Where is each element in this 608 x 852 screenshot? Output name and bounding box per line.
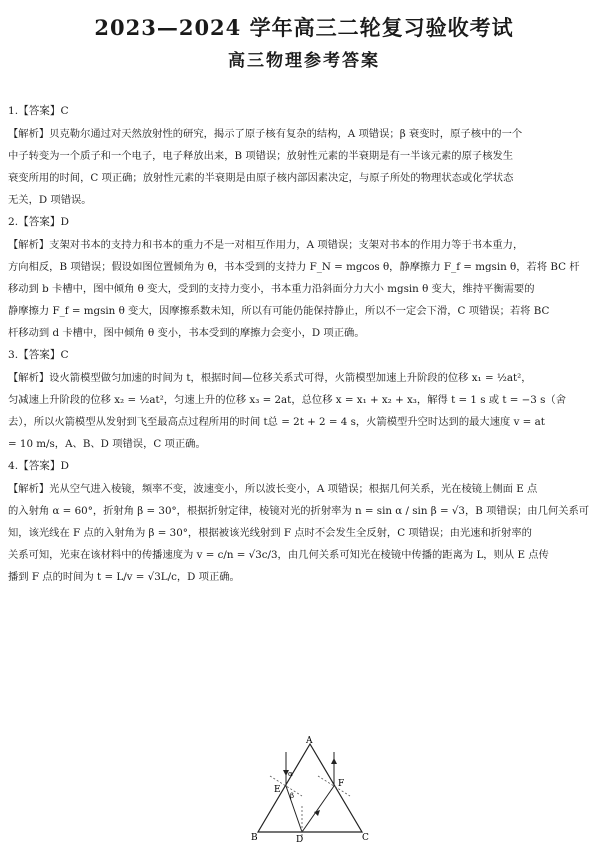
- label-B: B: [251, 833, 258, 843]
- explanation-line: 中子转变为一个质子和一个电子，电子释放出来，B 项错误；放射性元素的半衰期是有一半该元素的原子核发生: [8, 150, 514, 162]
- question-2: [8, 211, 600, 344]
- page-title: 2023—2024 学年高三二轮复习验收考试: [94, 15, 514, 40]
- explanation-line: 【解析】贝克勒尔通过对天然放射性的研究，揭示了原子核有复杂的结构，A 项错误；β 衰变时，原子核中的一个: [8, 128, 523, 140]
- explanation-line: 【解析】支架对书本的支持力和书本的重力不是一对相互作用力，A 项错误；支架对书本的作用力等于书本重力，: [8, 239, 524, 251]
- explanation-line: 衰变所用的时间，C 项正确；放射性元素的半衰期是由原子核内部因素决定，与原子所处的物理状态或化学状态: [8, 172, 514, 184]
- explanation-line: 匀减速上升阶段的位移 x₂ = ½at²，匀速上升的位移 x₃ = 2at，总位移 x = x₁ + x₂ + x₃，解得 t = 1 s 或 t = −3 s（舍: [8, 394, 566, 406]
- question-1: [8, 100, 600, 211]
- explanation-line: = 10 m/s，A、B、D 项错误，C 项正确。: [8, 438, 206, 450]
- label-beta: β: [290, 792, 295, 800]
- answer-label: 1.【答案】C: [8, 105, 69, 117]
- explanation-line: 关系可知，光束在该材料中的传播速度为 v = c/n = √3c/3，由几何关系可知光在棱镜中传播的距离为 L，则从 E 点传: [8, 549, 549, 561]
- answer-label: 2.【答案】D: [8, 216, 69, 228]
- explanation: [8, 367, 600, 455]
- explanation-line: 播到 F 点的时间为 t = L/v = √3L/c，D 项正确。: [8, 571, 240, 583]
- prism-diagram: [250, 736, 370, 844]
- label-E: E: [274, 785, 281, 795]
- question-3: [8, 344, 600, 455]
- label-A: A: [306, 736, 313, 746]
- explanation: [8, 478, 600, 588]
- prism-figure: [250, 736, 370, 844]
- answer-label: 4.【答案】D: [8, 460, 69, 472]
- explanation-line: 【解析】设火箭模型做匀加速的时间为 t，根据时间—位移关系式可得，火箭模型加速上升阶段的位移 x₁ = ½at²，: [8, 372, 532, 384]
- explanation-line: 方向相反，B 项错误；假设如图位置倾角为 θ，书本受到的支持力 F_N = mgcos θ，静摩擦力 F_f = mgsin θ，若将 BC 杆: [8, 261, 580, 273]
- reflected-ray: [302, 786, 334, 832]
- question-4: [8, 455, 600, 588]
- explanation-line: 【解析】光从空气进入棱镜，频率不变，波速变小，所以波长变小，A 项错误；根据几何关系，光在棱镜上侧面 E 点: [8, 483, 538, 495]
- explanation-line: 知，该光线在 F 点的入射角为 β = 30°，根据被该光线射到 F 点时不会发生全反射，C 项错误；由光速和折射率的: [8, 527, 532, 539]
- label-D: D: [296, 835, 304, 844]
- page-subtitle: 高三物理参考答案: [228, 51, 380, 71]
- explanation-line: 的入射角 α = 60°，折射角 β = 30°，根据折射定律，棱镜对光的折射率为 n = sin α / sin β = √3，B 项错误；由几何关系可: [8, 505, 590, 517]
- explanation-line: 移动到 b 卡槽中，图中倾角 θ 变大，受到的支持力变小，书本重力沿斜面分力大小 mgsin θ 变大，维持平衡需要的: [8, 283, 535, 295]
- explanation: [8, 123, 600, 211]
- label-C: C: [362, 833, 369, 843]
- explanation-line: 杆移动到 d 卡槽中，图中倾角 θ 变小，书本受到的摩擦力会变小，D 项正确。: [8, 327, 365, 339]
- explanation-line: 去），所以火箭模型从发射到飞至最高点过程所用的时间 t总 = 2t + 2 = 4 s，火箭模型升空时达到的最大速度 v = at: [8, 416, 545, 428]
- answer-body: [8, 100, 600, 588]
- arrow-icon: [331, 758, 337, 764]
- label-F: F: [338, 779, 345, 789]
- explanation-line: 静摩擦力 F_f = mgsin θ 变大，因摩擦系数未知，所以有可能仍能保持静止，所以不一定会下滑，C 项错误；若将 BC: [8, 305, 550, 317]
- label-alpha: α: [288, 770, 293, 778]
- explanation-line: 无关，D 项错误。: [8, 194, 92, 206]
- explanation: [8, 234, 600, 344]
- answer-label: 3.【答案】C: [8, 349, 69, 361]
